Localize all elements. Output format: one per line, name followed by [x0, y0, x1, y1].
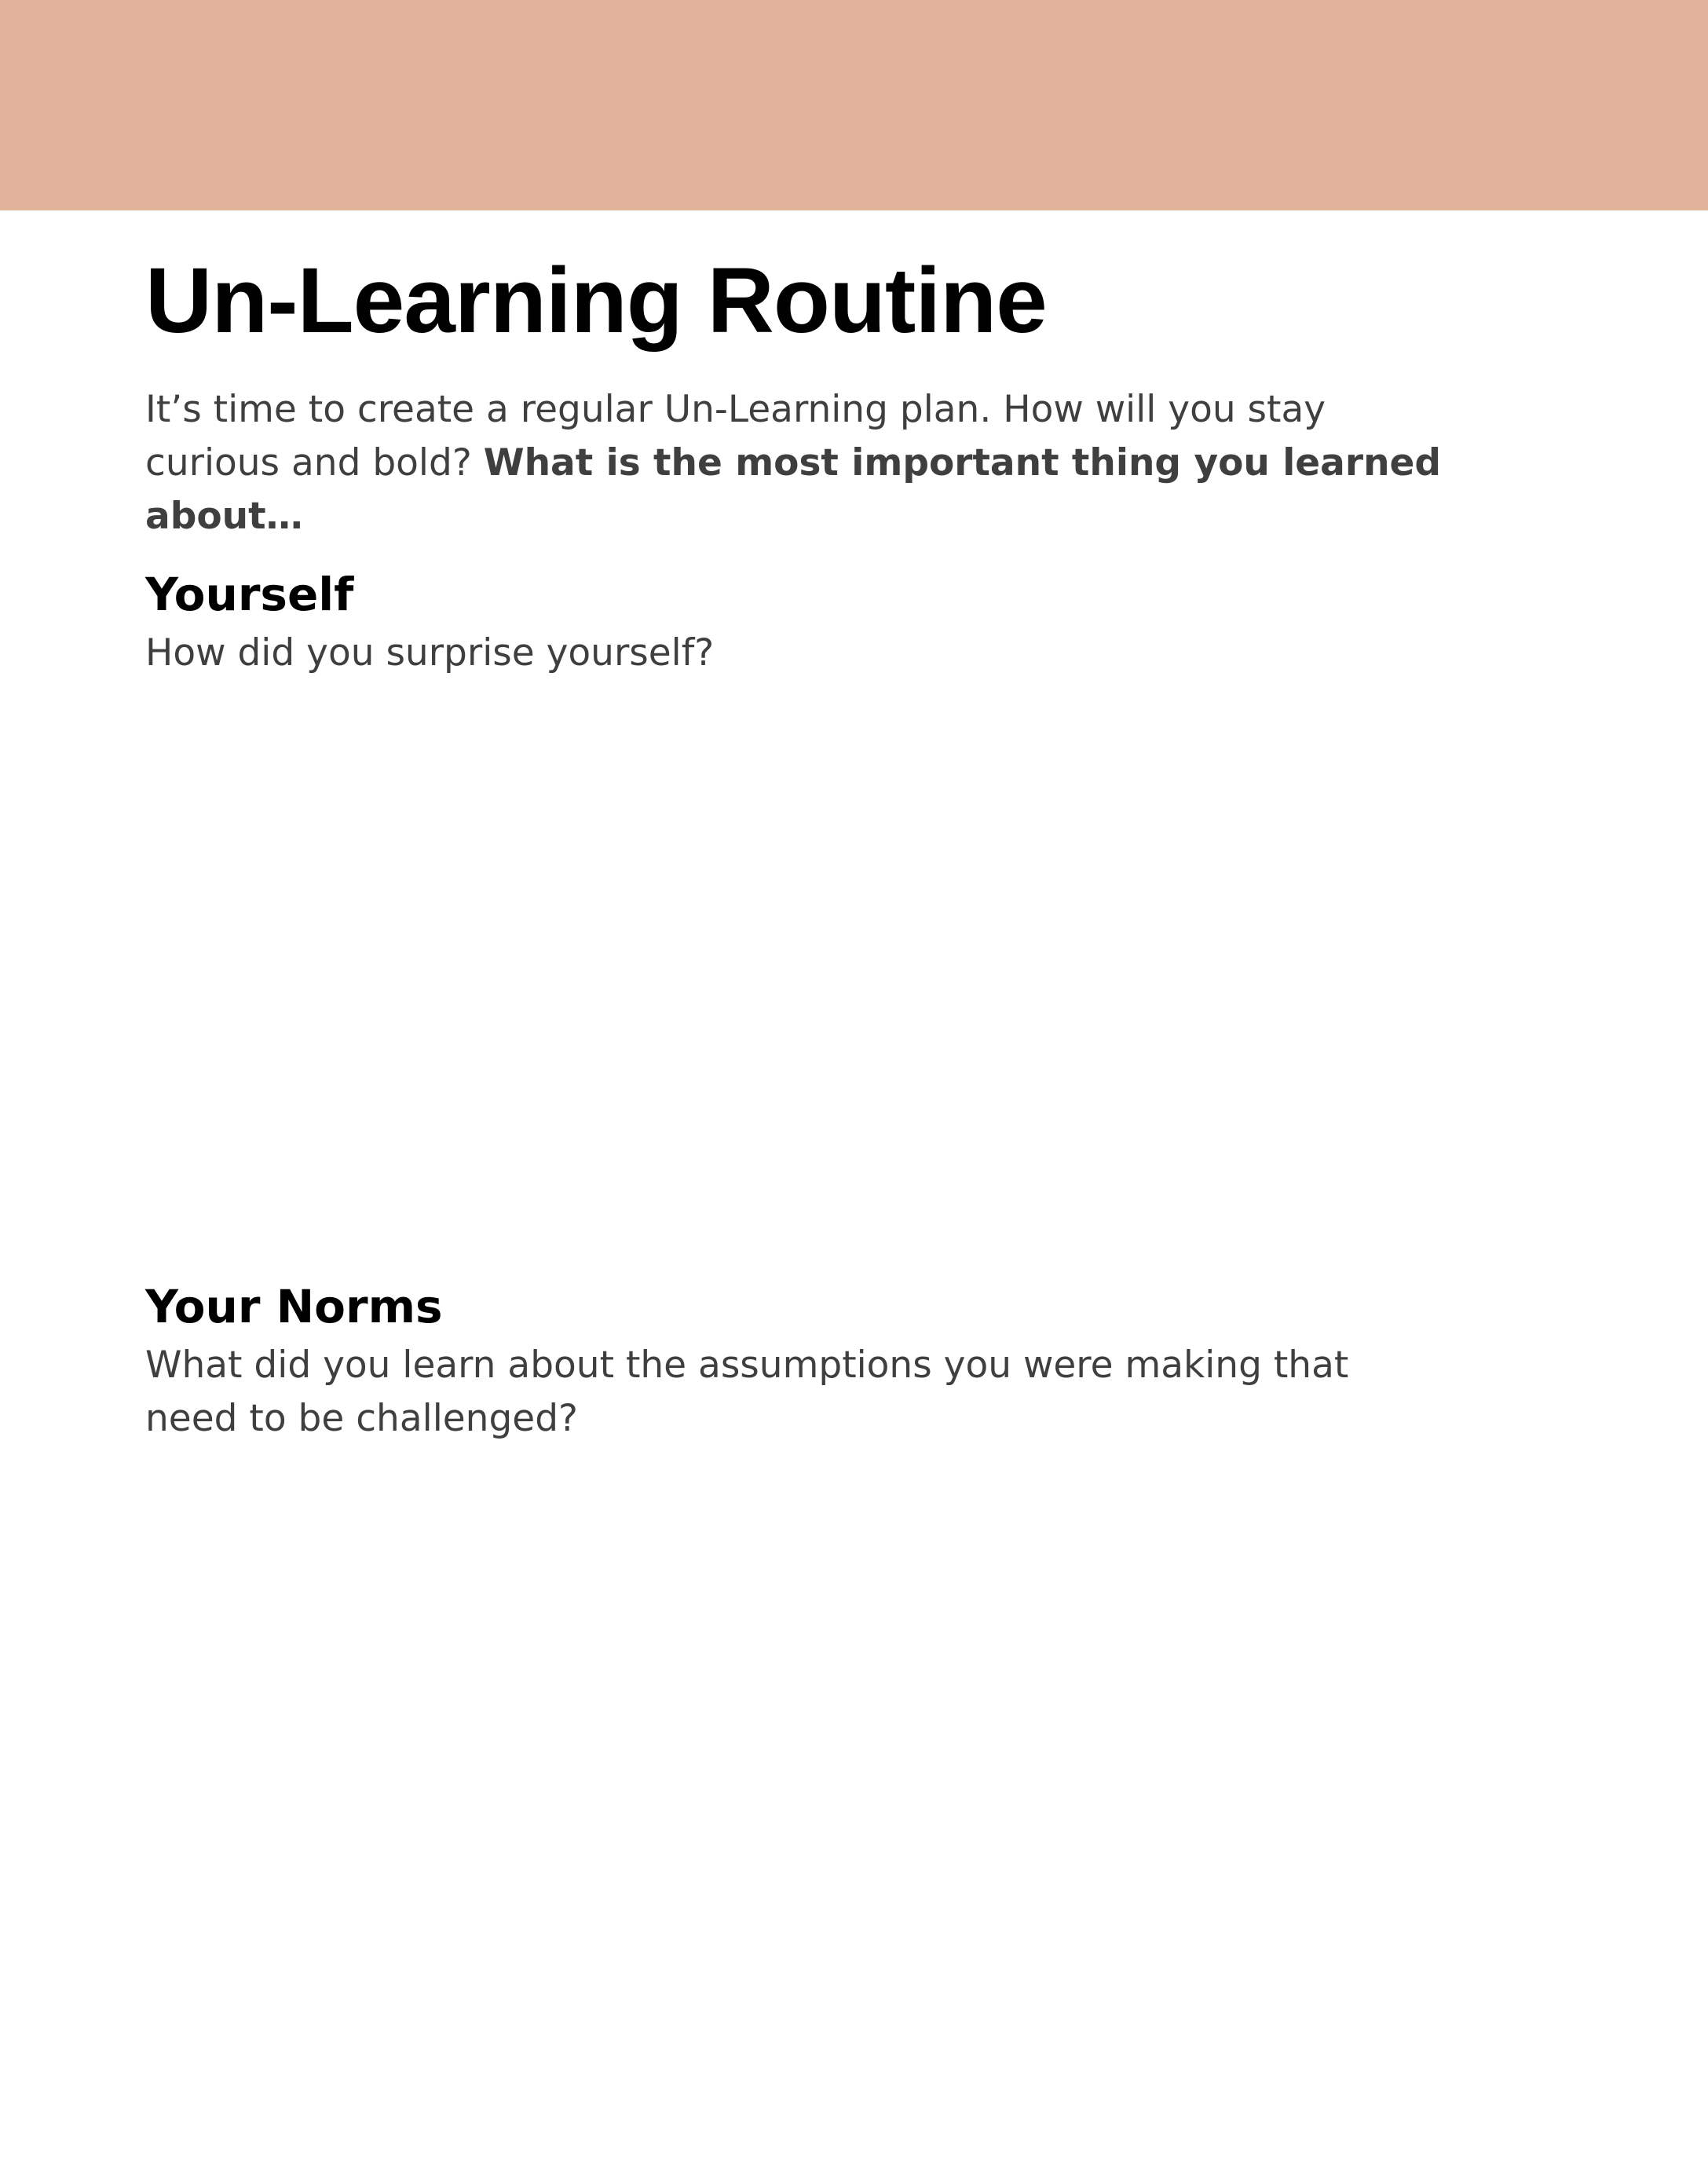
section-heading-your-norms: Your Norms	[145, 1280, 443, 1333]
section-your-norms	[145, 1279, 1449, 1446]
header-color-band	[0, 0, 1708, 210]
answer-space-yourself[interactable]	[145, 680, 1449, 1279]
worksheet-content	[145, 250, 1449, 1446]
section-heading-yourself: Yourself	[145, 568, 354, 621]
section-prompt-yourself: How did you surprise yourself?	[145, 631, 715, 675]
page-title: Un-Learning Routine	[145, 249, 1047, 353]
section-prompt-your-norms: What did you learn about the assumptions you were making that need to be challenged?	[145, 1344, 1349, 1440]
intro-text: It’s time to create a regular Un-Learning plan. How will you stay curious and bold?	[145, 388, 1326, 484]
intro-bold-question: What is the most important thing you learned about…	[145, 441, 1442, 538]
intro-paragraph	[145, 383, 1449, 543]
section-yourself	[145, 567, 1449, 680]
